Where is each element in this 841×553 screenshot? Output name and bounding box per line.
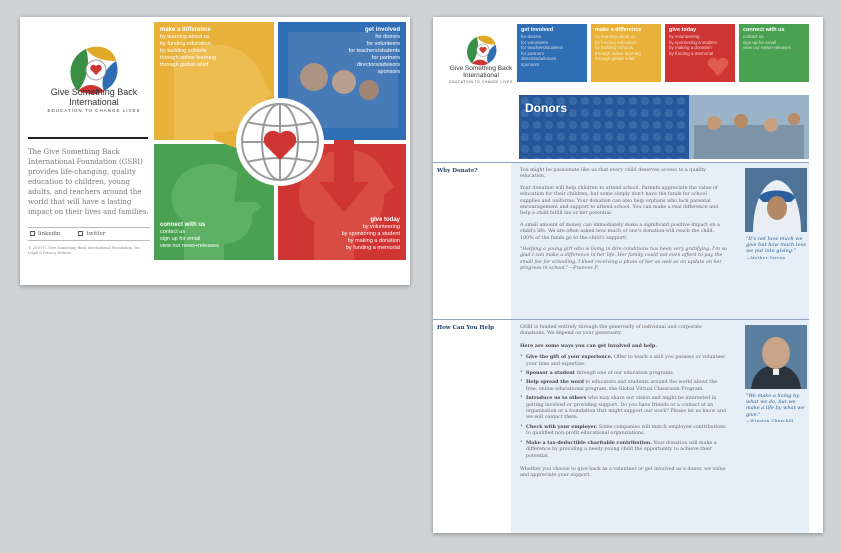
linkedin-icon <box>30 231 35 236</box>
menu-item[interactable]: by sponsoring a student <box>341 231 400 237</box>
menu-item[interactable]: by building schools <box>160 48 207 54</box>
menu-item[interactable]: through global relief <box>160 62 209 68</box>
way-title: Give the gift of your experience. <box>526 354 613 361</box>
menu-item[interactable]: for volunteers <box>366 41 400 47</box>
way-text: to educators and students around the world about the free, online educational program, the Global Virtual Classroom Program. <box>526 380 718 392</box>
way-text: Offer to teach a skill you possess or volunteer your time and expertise. <box>526 355 726 367</box>
person-photo <box>300 63 328 91</box>
brand-name <box>435 65 527 79</box>
menu-item[interactable]: by learning about us <box>160 34 210 40</box>
linkedin-link[interactable] <box>30 231 60 237</box>
menu-item[interactable]: for partners <box>371 55 400 61</box>
tagline: EDUCATION TO CHANGE LIVES <box>47 108 141 113</box>
menu-item[interactable]: contact us <box>160 229 186 235</box>
quote-mother-teresa <box>746 236 810 261</box>
twitter-label: twitter <box>86 231 106 237</box>
menu-item[interactable]: for donors <box>375 34 400 40</box>
way-title: Help spread the word <box>526 379 584 386</box>
list-item <box>520 370 728 377</box>
winston-churchill-photo <box>745 325 807 389</box>
paragraph: A small amount of money can immediately make a significant positive impact on a child's life. We are often asked how much of one's donation will reach the child. 100% of the funds go to the child's support! <box>520 222 720 241</box>
nav-item[interactable]: through global relief <box>595 56 635 61</box>
quote-text: "We make a living by what we do, but we make a life by what we give." <box>746 393 805 418</box>
way-title: Make a tax-deductible charitable contribution. <box>526 439 652 446</box>
nav-item[interactable]: view our news+releases <box>743 45 792 50</box>
linkedin-label: linkedin <box>38 231 61 237</box>
paragraph: You might be passionate like us that every child deserves access to a quality education. <box>520 168 707 180</box>
donors-banner <box>519 95 809 159</box>
way-title: Check with your employer. <box>526 423 598 430</box>
ways-list <box>520 354 728 460</box>
donors-page-screenshot <box>433 17 823 533</box>
way-text: Some companies will match employee contributions to qualified non-profit educational organizations. <box>526 424 726 437</box>
nav-heading[interactable]: make a difference <box>595 27 642 33</box>
social-links <box>28 227 150 241</box>
way-title: Sponsor a student <box>526 370 575 377</box>
paragraph: Your donation will help children to attend school. Parents appreciate the value of education for their children, but some simply don't have the funds for school supplies and uniforms. Your donation can also help orphans who lack parental encouragement and support to attend school. You can make a real difference and help a child fulfill his or her potential. <box>520 185 719 217</box>
list-item <box>520 440 728 460</box>
menu-item[interactable]: directors/advisors <box>356 62 400 68</box>
brand-name <box>30 87 158 107</box>
copyright: © 2010-11 Give Something Back International Foundation, Inc. <box>28 246 141 250</box>
legal-link[interactable]: Legal & Privacy Notices <box>28 251 71 255</box>
navigation-mosaic <box>154 22 406 260</box>
list-item <box>520 424 728 438</box>
quote-author: —Mother Teresa <box>746 254 786 260</box>
nav-item[interactable]: through online learning <box>595 50 641 56</box>
nav-item[interactable]: by making a donation <box>669 45 712 50</box>
section-divider <box>433 162 809 163</box>
brand-line-2: International <box>463 72 499 79</box>
nav-tile-give-today[interactable] <box>665 24 735 82</box>
twitter-icon <box>78 231 83 236</box>
nav-heading[interactable]: give today <box>669 27 697 33</box>
section-divider <box>433 319 809 320</box>
nav-item[interactable]: sign up for email <box>743 39 777 45</box>
connect-menu <box>160 222 219 250</box>
tagline: EDUCATION TO CHANGE LIVES <box>449 80 513 84</box>
page-title: Donors <box>525 101 567 115</box>
quote-author: —Winston Churchill <box>746 417 794 423</box>
nav-item[interactable]: contact us <box>743 34 764 39</box>
nav-item[interactable]: by sponsoring a student <box>669 39 717 45</box>
way-title: Introduce us to others <box>526 395 587 402</box>
mother-teresa-photo <box>745 168 807 232</box>
brand-line-1: Give Something Back <box>449 65 513 72</box>
nav-item[interactable]: by building schools <box>595 45 634 50</box>
connect-heading[interactable]: connect with us <box>160 222 206 228</box>
intro-text: The Give Something Back International Foundation (GSBI) provides life-changing, quality education to children, young adults, and teachers around the world that will have a lasting impact on their lives and families. <box>28 148 149 216</box>
list-item <box>520 354 728 368</box>
nav-item[interactable]: sponsors <box>521 61 540 67</box>
section-label-why: Why Donate? <box>437 168 478 174</box>
list-item <box>520 395 728 422</box>
menu-item[interactable]: sign up for email <box>160 236 201 242</box>
nav-item[interactable]: for donors <box>521 34 542 39</box>
nav-item[interactable]: for volunteers <box>521 39 549 45</box>
section-label-how: How Can You Help <box>437 325 495 331</box>
menu-item[interactable]: view our news+releases <box>160 243 219 249</box>
paragraph: GSBI is funded entirely through the generosity of individual and corporate donations. We depend on your generosity. <box>520 325 702 337</box>
menu-item[interactable]: by making a donation <box>347 238 400 244</box>
menu-item[interactable]: sponsors <box>377 69 400 75</box>
make-difference-menu <box>160 27 216 69</box>
make-difference-heading[interactable]: make a difference <box>160 27 211 33</box>
nav-item[interactable]: by funding a memorial <box>669 50 714 56</box>
testimonial: "Helping a young girl who is living in dire conditions has been very gratifying. I'm so glad I can make a difference in her life. Her family could not even afford to pay the small fee for schooling. I liked receiving a photo of her as well as an update on her progress in school."—Frances P. <box>520 247 727 272</box>
nav-item[interactable]: by volunteering <box>669 34 700 39</box>
menu-item[interactable]: by volunteering <box>362 224 400 230</box>
closing-paragraph: Whether you choose to give back as a volunteer or get involved as a donor, we value and appreciate your support. <box>520 466 726 479</box>
how-help-text <box>520 325 728 480</box>
why-donate-text <box>520 168 728 273</box>
give-today-heading[interactable]: give today <box>370 217 400 223</box>
nav-item[interactable]: directors/advisors <box>521 56 557 61</box>
nav-heading[interactable]: get involved <box>521 27 554 33</box>
get-involved-heading[interactable]: get involved <box>364 27 400 33</box>
lead-text: Here are some ways you can get involved and help. <box>520 342 657 349</box>
menu-item[interactable]: by funding education <box>160 41 211 47</box>
brand-line-1: Give Something Back <box>50 87 138 97</box>
gsbi-logo-icon[interactable] <box>458 30 508 68</box>
nav-heading[interactable]: connect with us <box>743 27 785 33</box>
nav-item[interactable]: for teachers/students <box>521 45 564 50</box>
nav-item[interactable]: by funding education <box>595 39 637 45</box>
nav-item[interactable]: by learning about us <box>595 34 636 39</box>
divider <box>28 137 148 139</box>
brand-line-2: International <box>69 97 119 107</box>
quote-churchill <box>746 393 810 424</box>
give-today-menu <box>342 217 400 252</box>
way-text: Your donation will make a difference by providing a needy young child the opportunity to achieve their potential. <box>526 440 717 459</box>
get-involved-menu <box>349 27 400 76</box>
heart-icon <box>707 58 729 76</box>
nav-tile-connect[interactable] <box>739 24 809 82</box>
person-photo <box>359 80 379 100</box>
nav-tile-make-difference[interactable] <box>591 24 661 82</box>
nav-item[interactable]: for partners <box>521 50 545 56</box>
home-page-screenshot <box>20 17 410 285</box>
menu-item[interactable]: for teachers/students <box>348 48 400 54</box>
way-text: through one of our education programs. <box>576 371 675 377</box>
list-item <box>520 379 728 393</box>
menu-item[interactable]: through online learning <box>160 55 216 61</box>
menu-item[interactable]: by funding a memorial <box>345 245 400 251</box>
way-text: who may share our vision and might be interested in getting involved or providing support. Do you have friends or a contact at an organization or a foundation that might support our work? Please let us know and we will contact them. <box>526 396 727 421</box>
nav-tile-get-involved[interactable] <box>517 24 587 82</box>
footer <box>28 246 158 256</box>
quote-text: "It's not how much we give but how much love we put into giving." <box>746 236 807 255</box>
twitter-link[interactable] <box>78 231 105 237</box>
